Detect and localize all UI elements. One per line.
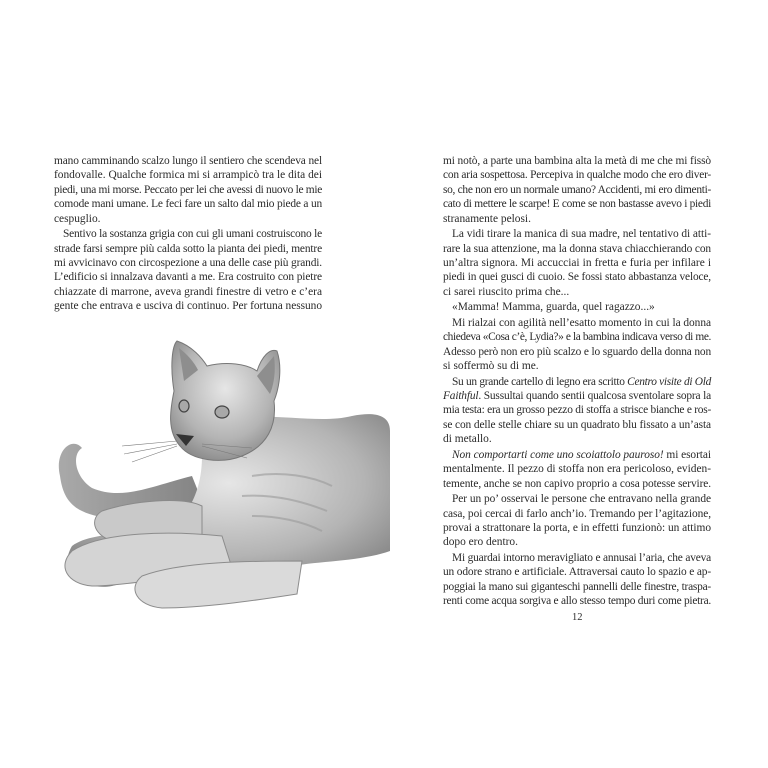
text-segment: strade farsi sempre più calda sotto la pianta dei piedi, mentre xyxy=(54,242,322,255)
text-segment: con aria sospettosa. Percepiva in qualche modo che ero diver- xyxy=(443,169,711,182)
text-line xyxy=(443,168,711,182)
text-line xyxy=(443,256,711,270)
text-segment: cespuglio. xyxy=(54,212,101,225)
text-segment: rare la sua attenzione, ma la donna stava chiacchierando con xyxy=(443,242,711,255)
text-line xyxy=(443,227,711,241)
text-line xyxy=(54,227,322,241)
text-segment: Su un grande cartello di legno era scritto xyxy=(452,375,628,388)
text-segment: Mi guardai intorno meravigliato e annusai l’aria, che aveva xyxy=(452,551,711,564)
text-line xyxy=(443,197,711,211)
text-segment: mano camminando scalzo lungo il sentiero che scendeva nel xyxy=(54,155,322,167)
text-line xyxy=(54,270,322,284)
right-page-text xyxy=(443,154,711,610)
text-segment: temente, anche se non capivo proprio a cosa potesse servire. xyxy=(443,477,711,490)
text-line xyxy=(443,462,711,476)
text-line xyxy=(443,580,711,594)
text-segment: chiazzate di marrone, aveva grandi finestre di vetro e c’era xyxy=(54,285,322,298)
text-line xyxy=(443,154,711,168)
text-segment: ci sarei riuscito prima che... xyxy=(443,285,570,298)
text-line xyxy=(443,183,711,197)
text-segment: «Mamma! Mamma, guarda, quel ragazzo...» xyxy=(452,301,655,314)
text-segment: casa, poi cercai di farlo anch’io. Tremando per l’agitazione, xyxy=(443,507,711,520)
text-line xyxy=(54,154,322,168)
text-line xyxy=(443,535,711,549)
text-segment: piedi in quei gusci di cuoio. Se fossi stato abbastanza veloce, xyxy=(443,271,711,284)
paragraph xyxy=(443,375,711,447)
paragraph xyxy=(443,300,711,314)
text-line xyxy=(54,168,322,182)
puma-illustration xyxy=(52,336,392,614)
text-line xyxy=(443,285,711,299)
text-line xyxy=(443,565,711,579)
paragraph xyxy=(443,492,711,550)
text-segment: poggiai la mano sui giganteschi pannelli delle finestre, traspa- xyxy=(443,580,711,593)
paragraph xyxy=(54,154,322,226)
text-line xyxy=(443,359,711,373)
text-line xyxy=(443,375,711,389)
text-segment: un’altra signora. Mi accucciai in fretta e furia per infilare i xyxy=(443,256,711,269)
text-line xyxy=(443,448,711,462)
text-segment: mi esortai xyxy=(663,448,711,461)
text-segment: si soffermò su di me. xyxy=(443,360,539,373)
text-segment: gente che entrava e usciva di continuo. Per fortuna nessuno xyxy=(54,300,322,313)
text-line xyxy=(443,389,711,403)
text-segment: un odore strano e artificiale. Attraversai cauto lo spazio e ap- xyxy=(443,566,711,579)
text-segment: mia testa: era un grosso pezzo di stoffa a strisce bianche e ros- xyxy=(443,404,711,417)
text-line xyxy=(443,492,711,506)
text-segment: mi avvicinavo con circospezione a una delle case più grandi. xyxy=(54,256,322,269)
text-line xyxy=(54,212,322,226)
text-line xyxy=(443,594,711,608)
text-segment: se con delle stelle chiare su un quadrato blu fissato a un’asta xyxy=(443,418,711,431)
text-line xyxy=(54,299,322,313)
text-line xyxy=(443,432,711,446)
text-line xyxy=(443,330,711,344)
text-segment: piedi, una mi morse. Peccato per lei che avessi di nuovo le mie xyxy=(54,183,322,196)
text-line xyxy=(54,183,322,197)
text-segment: cato di mettere le scarpe! E come se non bastasse avevo i piedi xyxy=(443,198,711,211)
text-line xyxy=(443,242,711,256)
text-line xyxy=(443,477,711,491)
text-segment: provai a strattonare la porta, e in effetti funzionò: un attimo xyxy=(443,521,711,534)
text-segment: so, che non ero un normale umano? Accidenti, mi ero dimenti- xyxy=(443,183,711,196)
text-segment: di metallo. xyxy=(443,433,492,446)
text-segment: Adesso però non ero più scalzo e lo sguardo della donna non xyxy=(443,345,711,358)
text-line xyxy=(443,521,711,535)
puma-drawing-icon xyxy=(52,336,392,614)
text-segment: chiedeva «Cosa c’è, Lydia?» e la bambina indicava verso di me. xyxy=(443,331,711,344)
paragraph xyxy=(443,316,711,374)
text-segment: mentalmente. Il pezzo di stoffa non era pericoloso, eviden- xyxy=(443,463,711,476)
text-segment: dopo ero dentro. xyxy=(443,536,518,549)
text-line xyxy=(443,212,711,226)
text-segment: renti come acqua sorgiva e allo stesso tempo duri come pietra. xyxy=(443,595,711,608)
text-segment: L’edificio si innalzava davanti a me. Era costruito con pietre xyxy=(54,271,322,284)
italic-text: Centro visite di Old xyxy=(627,375,711,388)
text-line xyxy=(54,197,322,211)
text-segment: mi notò, a parte una bambina alta la metà di me che mi fissò xyxy=(443,155,711,167)
paragraph xyxy=(443,551,711,609)
text-line xyxy=(443,300,711,314)
text-segment: Per un po’ osservai le persone che entravano nella grande xyxy=(452,493,711,506)
paragraph xyxy=(443,227,711,299)
text-segment: Mi rialzai con agilità nell’esatto momento in cui la donna xyxy=(452,316,711,329)
text-line xyxy=(54,256,322,270)
text-segment: La vidi tirare la manica di sua madre, nel tentativo di atti- xyxy=(452,228,711,241)
paragraph xyxy=(443,448,711,491)
paragraph xyxy=(443,154,711,226)
paragraph xyxy=(54,227,322,313)
text-segment: stranamente pelosi. xyxy=(443,212,531,225)
text-line xyxy=(443,345,711,359)
left-page-text xyxy=(54,154,322,315)
text-segment: comode mani umane. Le feci fare un salto dal mio piede a un xyxy=(54,198,322,211)
text-line xyxy=(54,242,322,256)
text-segment: Sentivo la sostanza grigia con cui gli umani costruiscono le xyxy=(63,228,322,241)
text-segment: . Sussultai quando sentii qualcosa sventolare sopra la xyxy=(478,390,712,402)
italic-text: Faithful xyxy=(443,390,479,402)
text-segment: fondovalle. Qualche formica mi si arrampicò tra le dita dei xyxy=(54,169,322,182)
text-line xyxy=(443,551,711,565)
text-line xyxy=(443,270,711,284)
text-line xyxy=(443,403,711,417)
page-number: 12 xyxy=(572,612,583,623)
text-line xyxy=(443,316,711,330)
text-line xyxy=(443,418,711,432)
text-line xyxy=(54,285,322,299)
italic-text: Non comportarti come uno scoiattolo pauroso! xyxy=(452,448,664,461)
text-line xyxy=(443,507,711,521)
